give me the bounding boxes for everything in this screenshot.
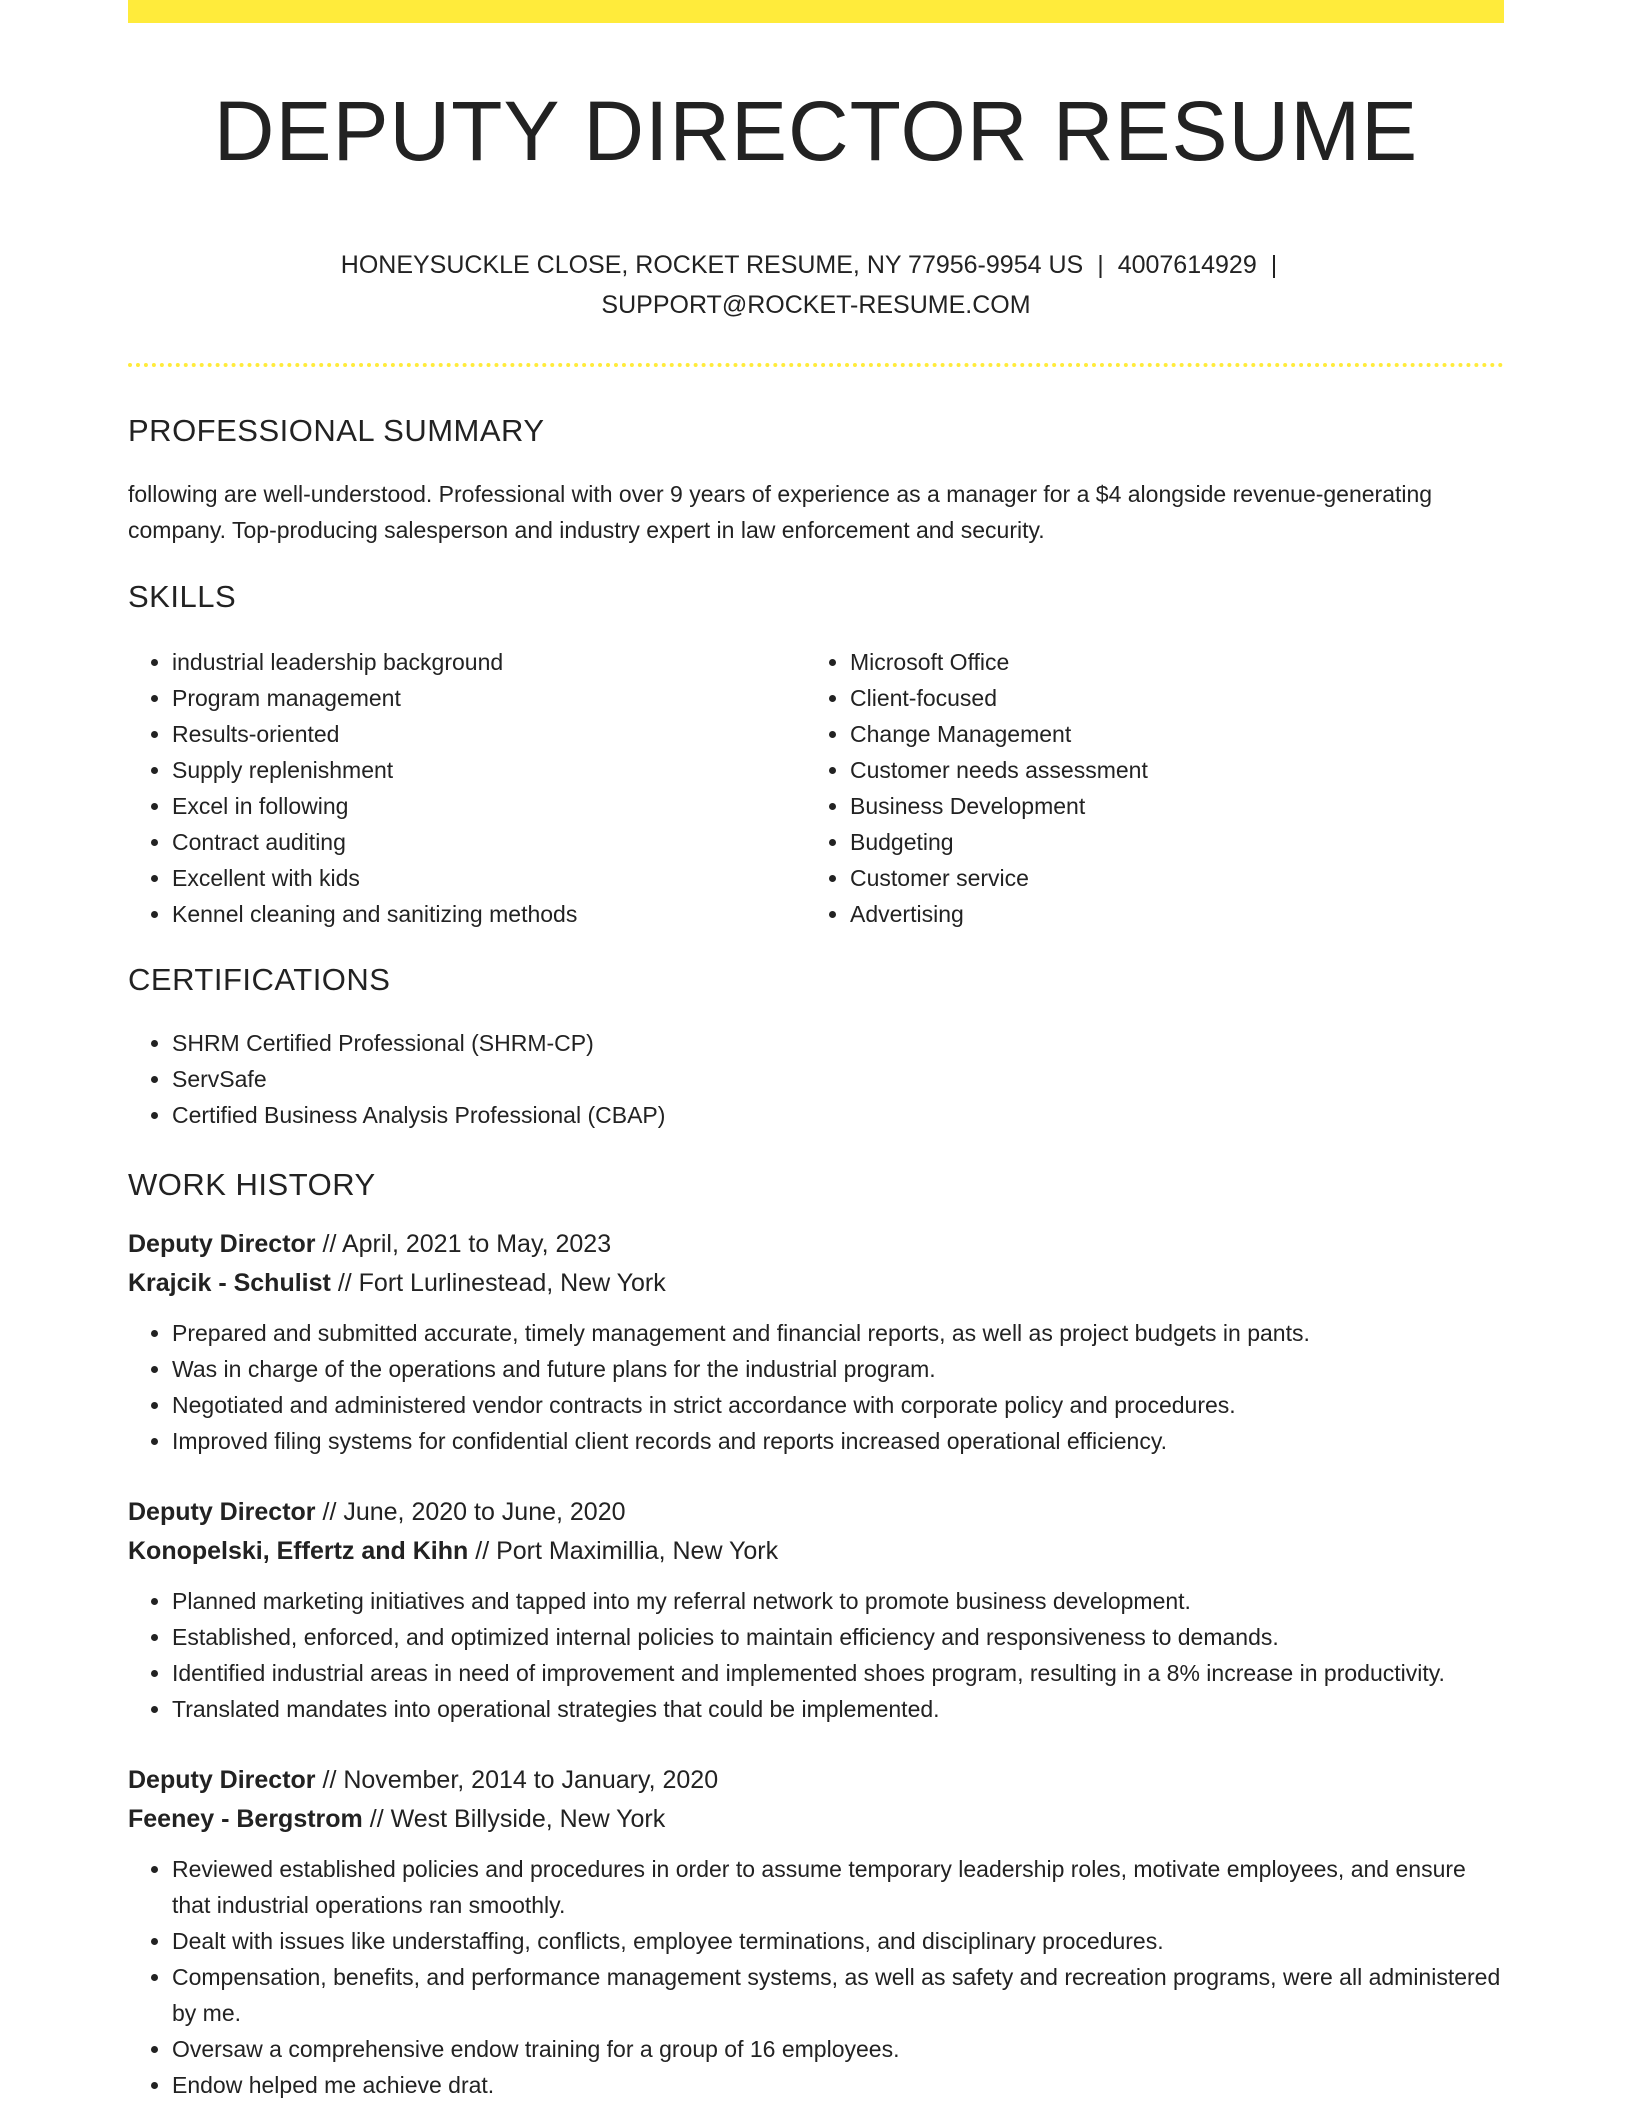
skill-item: • Excellent with kids (172, 860, 806, 896)
skills-column-right (806, 644, 1484, 932)
skills-list (128, 644, 1504, 932)
job-company-line (128, 1800, 1504, 1839)
skill-item: • Customer service (850, 860, 1484, 896)
certification-item: • ServSafe (172, 1061, 1504, 1097)
certification-item: • SHRM Certified Professional (SHRM-CP) (172, 1025, 1504, 1061)
job-entry (128, 1493, 1504, 1727)
accent-bar (128, 0, 1504, 23)
job-bullet: • Translated mandates into operational strategies that could be implemented. (172, 1691, 1504, 1727)
job-bullets (128, 1583, 1504, 1727)
job-company-line (128, 1532, 1504, 1571)
job-entry (128, 1761, 1504, 2103)
resume-page (128, 0, 1504, 2103)
job-role: Deputy Director (128, 1498, 316, 1527)
skill-item: • Budgeting (850, 824, 1484, 860)
job-entry (128, 1225, 1504, 1459)
job-dates: // November, 2014 to January, 2020 (322, 1766, 719, 1795)
job-role: Deputy Director (128, 1230, 316, 1259)
job-bullet: • Endow helped me achieve drat. (172, 2067, 1504, 2103)
job-bullet: • Reviewed established policies and procedures in order to assume temporary leadership roles, motivate employees, and ensure that industrial operations ran smoothly. (172, 1851, 1504, 1923)
job-bullet: • Improved filing systems for confidential client records and reports increased operational efficiency. (172, 1423, 1504, 1459)
contact-separator: | (1270, 251, 1278, 280)
skill-item: • Microsoft Office (850, 644, 1484, 680)
job-bullet: • Planned marketing initiatives and tapped into my referral network to promote business development. (172, 1583, 1504, 1619)
skill-item: • Contract auditing (172, 824, 806, 860)
job-title-line (128, 1761, 1504, 1800)
job-company: Feeney - Bergstrom (128, 1805, 363, 1834)
job-role: Deputy Director (128, 1766, 316, 1795)
skill-item: • industrial leadership background (172, 644, 806, 680)
contact-info (128, 245, 1504, 325)
job-bullet: • Compensation, benefits, and performance management systems, as well as safety and recreation programs, were all administered by me. (172, 1959, 1504, 2031)
contact-phone: 4007614929 (1117, 251, 1257, 280)
job-bullet: • Was in charge of the operations and future plans for the industrial program. (172, 1351, 1504, 1387)
skill-item: • Results-oriented (172, 716, 806, 752)
skill-item: • Supply replenishment (172, 752, 806, 788)
skill-item: • Excel in following (172, 788, 806, 824)
job-dates: // April, 2021 to May, 2023 (322, 1230, 612, 1259)
job-company: Krajcik - Schulist (128, 1269, 331, 1298)
skill-item: • Business Development (850, 788, 1484, 824)
job-bullets (128, 1315, 1504, 1459)
resume-title: DEPUTY DIRECTOR RESUME (213, 84, 1419, 178)
certifications-heading: CERTIFICATIONS (128, 962, 391, 998)
job-bullets (128, 1851, 1504, 2103)
contact-address: HONEYSUCKLE CLOSE, ROCKET RESUME, NY 77956-9954 US (340, 251, 1084, 280)
summary-text: following are well-understood. Professional with over 9 years of experience as a manager for a $4 alongside revenue-generating company. Top-producing salesperson and industry expert in law enforcement and security. (128, 481, 1433, 544)
job-location: // Port Maximillia, New York (475, 1537, 779, 1566)
job-bullet: • Dealt with issues like understaffing, conflicts, employee terminations, and disciplinary procedures. (172, 1923, 1504, 1959)
job-company: Konopelski, Effertz and Kihn (128, 1537, 469, 1566)
job-bullet: • Negotiated and administered vendor contracts in strict accordance with corporate policy and procedures. (172, 1387, 1504, 1423)
job-bullet: • Established, enforced, and optimized internal policies to maintain efficiency and responsiveness to demands. (172, 1619, 1504, 1655)
job-dates: // June, 2020 to June, 2020 (322, 1498, 626, 1527)
job-bullet: • Prepared and submitted accurate, timely management and financial reports, as well as project budgets in pants. (172, 1315, 1504, 1351)
skill-item: • Client-focused (850, 680, 1484, 716)
job-bullet: • Oversaw a comprehensive endow training for a group of 16 employees. (172, 2031, 1504, 2067)
job-location: // West Billyside, New York (369, 1805, 666, 1834)
job-company-line (128, 1264, 1504, 1303)
skill-item: • Customer needs assessment (850, 752, 1484, 788)
summary-heading: PROFESSIONAL SUMMARY (128, 413, 545, 449)
skill-item: • Kennel cleaning and sanitizing methods (172, 896, 806, 932)
skill-item: • Advertising (850, 896, 1484, 932)
dotted-divider (128, 363, 1504, 367)
job-title-line (128, 1225, 1504, 1264)
skill-item: • Program management (172, 680, 806, 716)
job-title-line (128, 1493, 1504, 1532)
certification-item: • Certified Business Analysis Professional (CBAP) (172, 1097, 1504, 1133)
job-location: // Fort Lurlinestead, New York (337, 1269, 666, 1298)
skills-column-left (128, 644, 806, 932)
certifications-list (128, 1025, 1504, 1133)
skills-heading: SKILLS (128, 579, 237, 615)
contact-email: SUPPORT@ROCKET-RESUME.COM (601, 291, 1031, 320)
work-history-heading: WORK HISTORY (128, 1167, 376, 1203)
skill-item: • Change Management (850, 716, 1484, 752)
contact-separator: | (1097, 251, 1104, 280)
job-bullet: • Identified industrial areas in need of improvement and implemented shoes program, resulting in a 8% increase in productivity. (172, 1655, 1504, 1691)
